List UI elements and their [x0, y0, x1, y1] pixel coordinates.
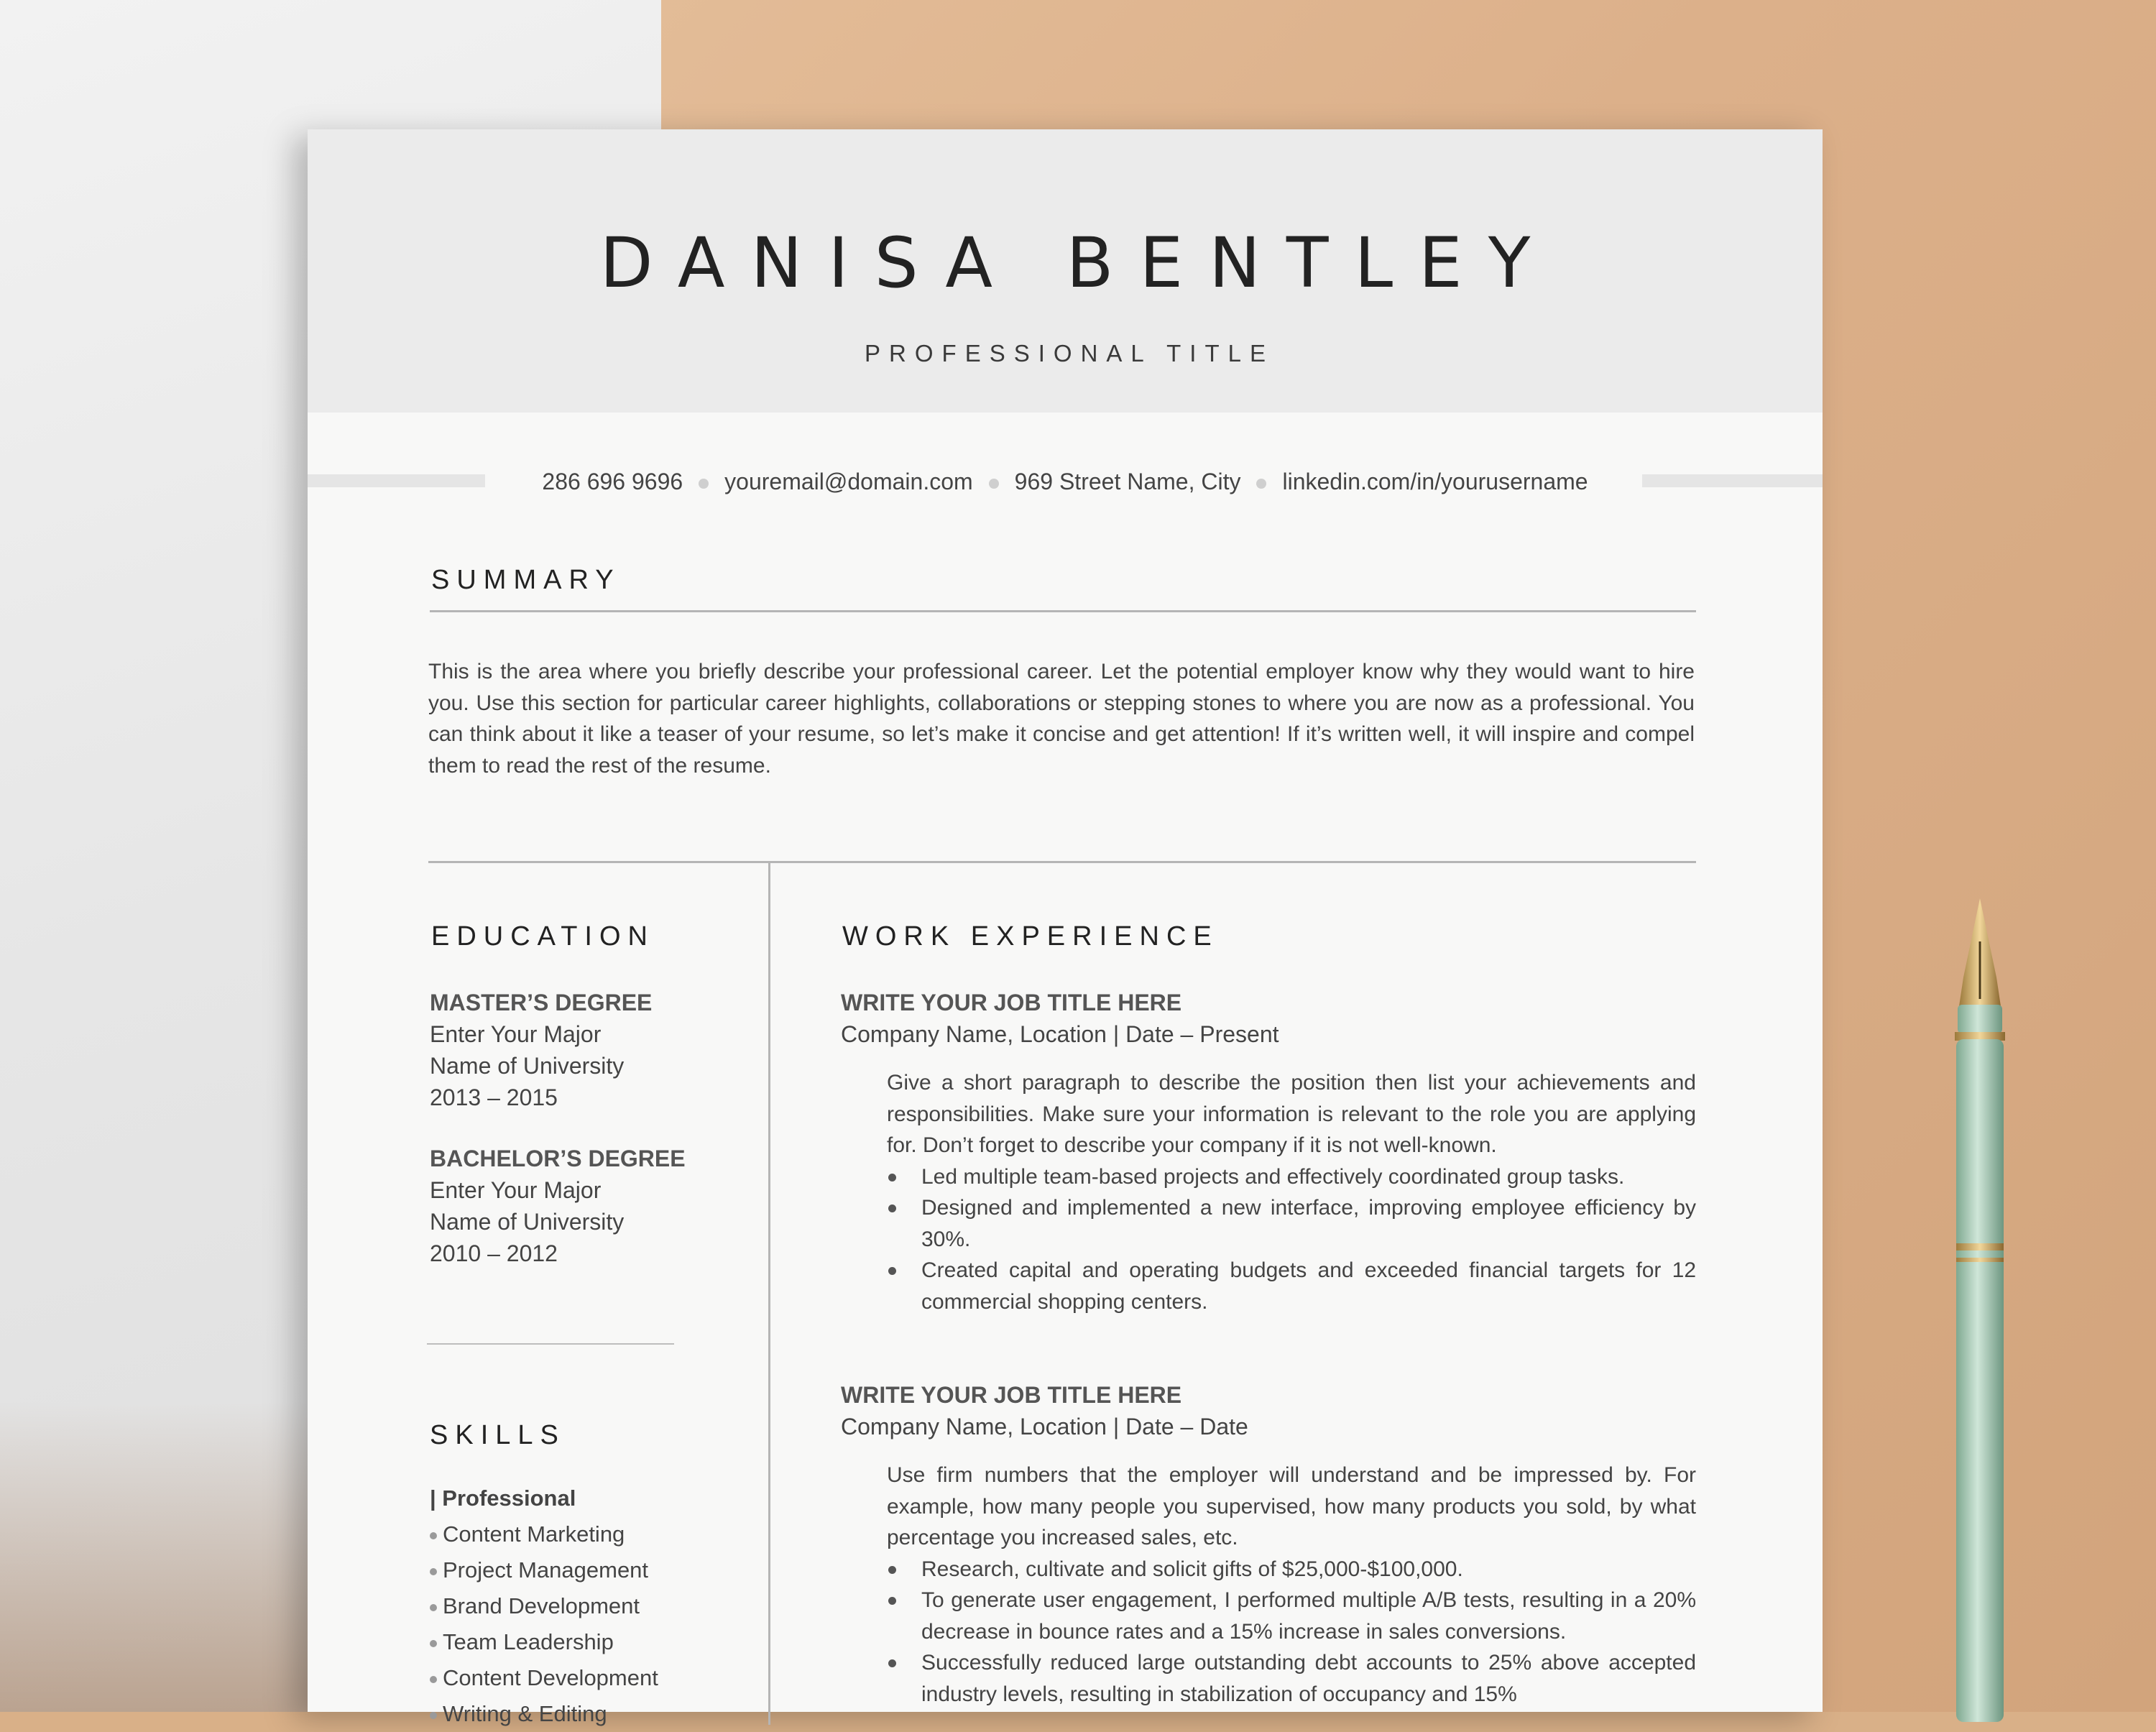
job-entry	[841, 987, 1696, 1317]
contact-bar	[308, 460, 1823, 503]
job-bullet: Designed and implemented a new interface, improving employee efficiency by 30%.	[921, 1192, 1696, 1255]
skill-item: Content Development	[430, 1660, 732, 1696]
skill-item: Content Marketing	[430, 1516, 732, 1552]
job-entry	[841, 1379, 1696, 1710]
skills-list	[430, 1480, 732, 1732]
contact-email: youremail@domain.com	[724, 469, 973, 494]
job-description: Give a short paragraph to describe the position then list your achievements and responsibilities. Make sure your information is relevant to the role you are applying for. Don’t forget to describe your company if it is not well-known.	[887, 1071, 1696, 1157]
degree-title: MASTER’S DEGREE	[430, 990, 653, 1015]
contact-linkedin: linkedin.com/in/yourusername	[1282, 469, 1588, 494]
degree-years: 2010 – 2012	[430, 1240, 558, 1266]
job-title: WRITE YOUR JOB TITLE HERE	[841, 1382, 1182, 1408]
job-bullet: Successfully reduced large outstanding debt accounts to 25% above accepted industry levels, resulting in stabilization of occupancy and 15%	[921, 1647, 1696, 1710]
job-bullets	[841, 1161, 1696, 1318]
skill-item: Writing & Editing	[430, 1696, 732, 1732]
degree-years: 2013 – 2015	[430, 1084, 558, 1110]
professional-title: PROFESSIONAL TITLE	[865, 340, 1274, 367]
job-bullet: Created capital and operating budgets and exceeded financial targets for 12 commercial shopping centers.	[921, 1255, 1696, 1317]
contact-line	[308, 460, 1823, 503]
summary-heading: SUMMARY	[431, 565, 621, 595]
fountain-pen-icon	[1940, 898, 2019, 1712]
skill-item: Project Management	[430, 1552, 732, 1588]
education-entry	[430, 1143, 732, 1269]
job-company: Company Name, Location | Date – Present	[841, 1021, 1279, 1047]
summary-text: This is the area where you briefly describe your professional career. Let the potential employer know why they would want to hire you. Use this section for particular career highlights, collaborations or stepping stones to where you are now as a professional. You can think about it like a teaser of your resume, so let’s make it concise and get attention! If it’s written well, it will inspire and compel them to read the rest of the resume.	[428, 660, 1695, 778]
degree-major: Enter Your Major	[430, 1021, 602, 1047]
skill-item: Team Leadership	[430, 1624, 732, 1660]
job-bullets	[841, 1554, 1696, 1710]
body-divider	[428, 861, 1696, 863]
job-bullet: Research, cultivate and solicit gifts of $25,000-$100,000.	[921, 1554, 1696, 1585]
work-heading: WORK EXPERIENCE	[842, 921, 1219, 952]
skills-heading: SKILLS	[430, 1420, 566, 1450]
contact-address: 969 Street Name, City	[1014, 469, 1241, 494]
job-bullet: Led multiple team-based projects and effectively coordinated group tasks.	[921, 1161, 1696, 1193]
skills-category: | Professional	[430, 1485, 576, 1511]
resume-page	[308, 129, 1823, 1726]
degree-major: Enter Your Major	[430, 1177, 602, 1203]
separator-dot	[1256, 479, 1266, 489]
column-divider	[768, 862, 770, 1725]
degree-title: BACHELOR’S DEGREE	[430, 1146, 686, 1171]
job-company: Company Name, Location | Date – Date	[841, 1414, 1248, 1440]
summary-divider	[430, 610, 1696, 612]
job-title: WRITE YOUR JOB TITLE HERE	[841, 990, 1182, 1015]
degree-school: Name of University	[430, 1053, 625, 1079]
education-entry	[430, 987, 732, 1113]
resume-header	[308, 129, 1823, 413]
candidate-name: DANISA BENTLEY	[599, 223, 1557, 303]
education-heading: EDUCATION	[431, 921, 655, 952]
education-divider	[427, 1343, 674, 1345]
contact-phone: 286 696 9696	[542, 469, 683, 494]
skill-item: Brand Development	[430, 1588, 732, 1624]
job-description: Use firm numbers that the employer will understand and be impressed by. For example, how many people you supervised, how many products you sold, by what percentage you increased sales, etc.	[887, 1463, 1696, 1549]
job-bullet: To generate user engagement, I performed multiple A/B tests, resulting in a 20% decrease in bounce rates and a 15% increase in sales conversions.	[921, 1585, 1696, 1647]
separator-dot	[989, 479, 999, 489]
degree-school: Name of University	[430, 1209, 625, 1235]
separator-dot	[699, 479, 709, 489]
